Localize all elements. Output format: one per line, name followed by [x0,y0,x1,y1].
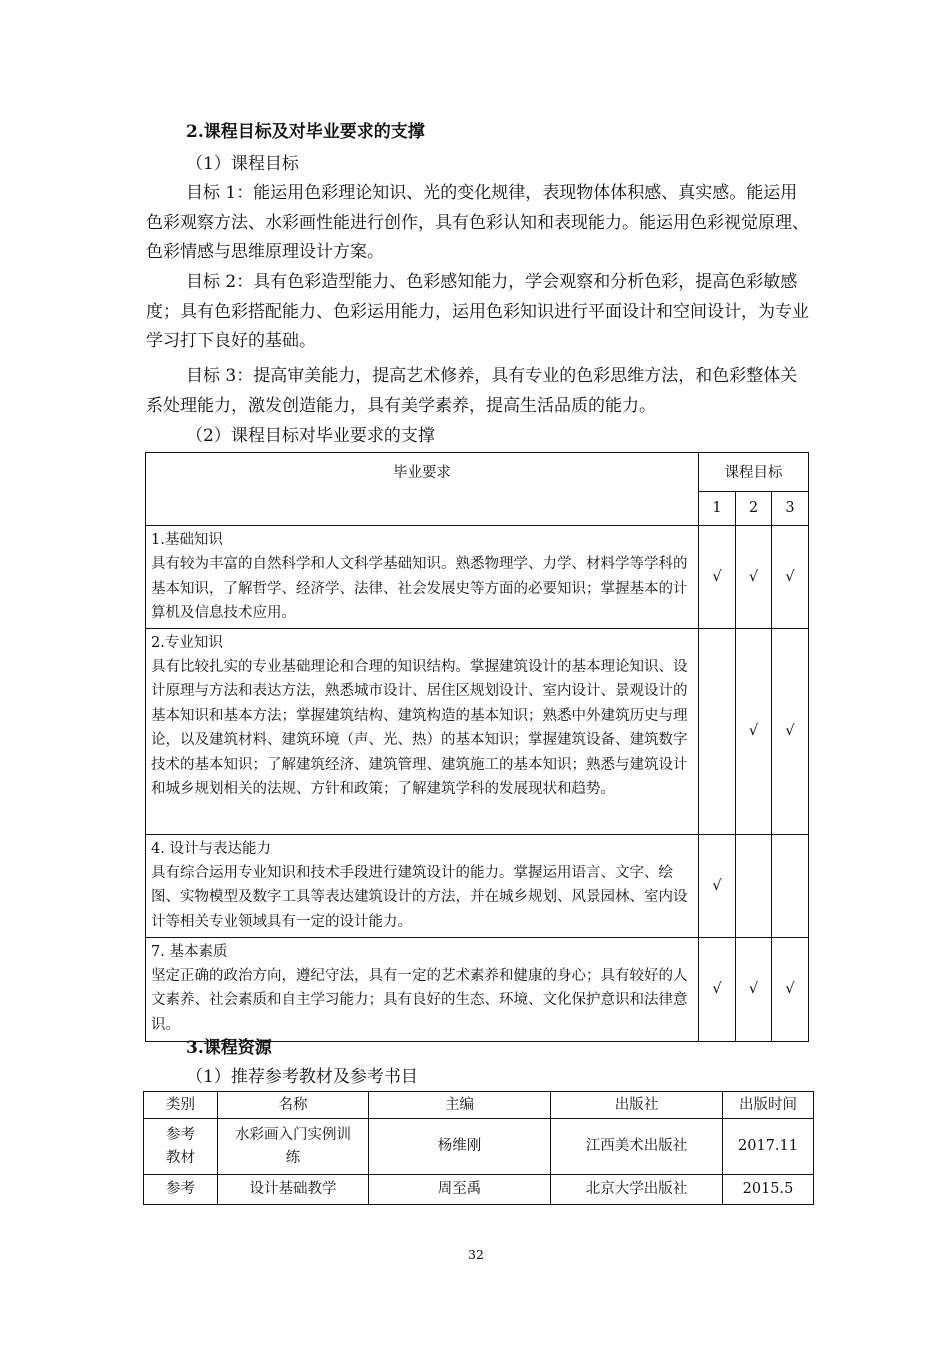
requirement-title: 4. 设计与表达能力 [151,840,271,857]
requirement-text: 具有比较扎实的专业基础理论和合理的知识结构。掌握建筑设计的基本理论知识、设计原理与方法和表达方法，熟悉城市设计、居住区规划设计、室内设计、景观设计的基本知识和基本方法；掌握建筑结构、建筑构造的基本知识；熟悉中外建筑历史与理论，以及建筑材料、建筑环境（声、光、热）的基本知识；掌握建筑设备、建筑数字技术的基本知识；了解建筑经济、建筑管理、建筑施工的基本知识；熟悉与建筑设计和城乡规划相关的法规、方针和政策；了解建筑学科的发展现状和趋势。 [151,659,688,798]
check-mark: √ [736,628,772,834]
table-row [146,937,809,1041]
check-mark: √ [772,526,809,629]
header-requirement: 毕业要求 [146,453,699,526]
section-heading: 2.课程目标及对毕业要求的支撑 [186,122,425,142]
check-mark: √ [736,937,772,1041]
check-mark: √ [772,628,809,834]
check-mark: √ [772,937,809,1041]
check-mark: √ [699,937,736,1041]
reference-books-table [143,1091,814,1205]
check-mark [772,834,809,937]
goal-text: 具有色彩造型能力、色彩感知能力，学会观察和分析色彩，提高色彩敏感度；具有色彩搭配能力、色彩运用能力，运用色彩知识进行平面设计和空间设计，为专业学习打下良好的基础。 [146,272,809,351]
table-row [144,1175,814,1205]
goal-paragraph-2 [146,268,810,357]
goal-paragraph-1 [146,179,810,268]
category-cell: 参考 [144,1175,218,1205]
table-row [146,526,809,629]
goal-label: 目标 3： [186,366,254,386]
header-name: 名称 [218,1092,369,1119]
year-cell: 2015.5 [723,1175,814,1205]
requirement-cell [146,937,699,1041]
goal-number: 2 [736,491,772,525]
editor-cell: 杨维刚 [369,1119,551,1175]
goal-label: 目标 2： [186,272,254,292]
check-mark: √ [699,526,736,629]
goal-number: 1 [699,491,736,525]
section-heading: 3.课程资源 [186,1038,272,1058]
requirement-title: 1.基础知识 [151,532,223,548]
requirement-title: 2.专业知识 [151,634,223,651]
header-goals: 课程目标 [699,453,809,492]
goal-paragraph-3 [146,362,810,421]
goal-label: 目标 1： [186,183,254,203]
check-mark [699,628,736,834]
header-editor: 主编 [369,1092,551,1119]
check-mark: √ [736,526,772,629]
check-mark: √ [699,834,736,937]
publisher-cell: 北京大学出版社 [551,1175,723,1205]
requirement-title: 7. 基本素质 [151,943,228,960]
publisher-cell: 江西美术出版社 [551,1119,723,1175]
book-name-cell: 设计基础教学 [218,1175,369,1205]
requirement-text: 坚定正确的政治方向，遵纪守法，具有一定的艺术素养和健康的身心；具有较好的人文素养、社会素质和自主学习能力；具有良好的生态、环境、文化保护意识和法律意识。 [151,968,688,1033]
subsection-heading: （1）课程目标 [186,154,299,174]
subsection-heading: （2）课程目标对毕业要求的支撑 [186,426,435,446]
category-cell: 参考 教材 [144,1119,218,1175]
table-row [144,1119,814,1175]
book-name-cell: 水彩画入门实例训 练 [218,1119,369,1175]
header-year: 出版时间 [723,1092,814,1119]
header-category: 类别 [144,1092,218,1119]
editor-cell: 周至禹 [369,1175,551,1205]
check-mark [736,834,772,937]
subsection-heading: （1）推荐参考教材及参考书目 [186,1067,418,1087]
table-row [146,628,809,834]
page-number: 32 [468,1247,484,1262]
requirement-text: 具有综合运用专业知识和技术手段进行建筑设计的能力。掌握运用语言、文字、绘图、实物模型及数字工具等表达建筑设计的方法，并在城乡规划、风景园林、室内设计等相关专业领域具有一定的设计能力。 [151,865,688,930]
requirement-cell [146,834,699,937]
year-cell: 2017.11 [723,1119,814,1175]
goal-text: 能运用色彩理论知识、光的变化规律，表现物体体积感、真实感。能运用色彩观察方法、水彩画性能进行创作，具有色彩认知和表现能力。能运用色彩视觉原理、色彩情感与思维原理设计方案。 [146,183,809,262]
table-header-row [144,1092,814,1119]
goal-number: 3 [772,491,809,525]
table-row [146,834,809,937]
requirement-cell [146,628,699,834]
requirements-table [145,452,809,1042]
requirement-cell [146,526,699,629]
requirement-text: 具有较为丰富的自然科学和人文科学基础知识。熟悉物理学、力学、材料学等学科的基本知识，了解哲学、经济学、法律、社会发展史等方面的必要知识；掌握基本的计算机及信息技术应用。 [151,556,688,622]
goal-text: 提高审美能力，提高艺术修养，具有专业的色彩思维方法，和色彩整体关系处理能力，激发创造能力，具有美学素养，提高生活品质的能力。 [146,366,798,416]
header-publisher: 出版社 [551,1092,723,1119]
